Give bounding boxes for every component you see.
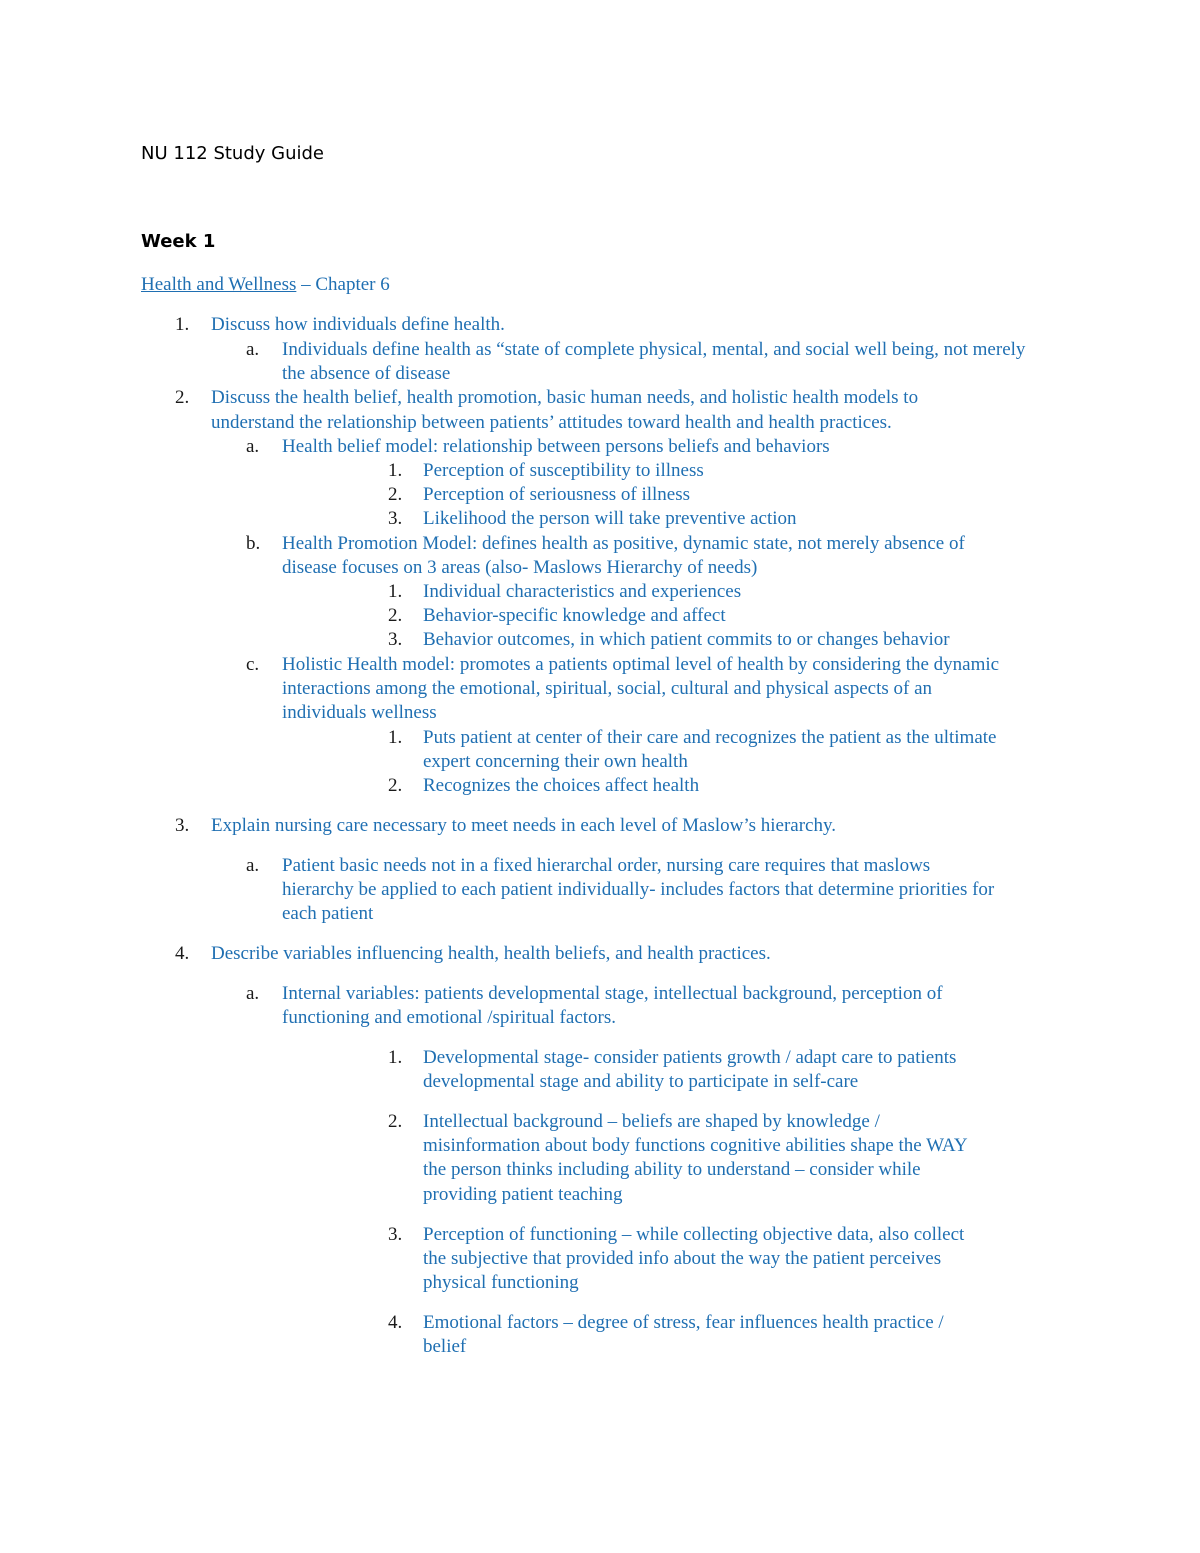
item-number: 3. (388, 629, 403, 650)
list-item: Individual characteristics and experiences (423, 581, 742, 602)
question-1: Discuss how individuals define health. (211, 314, 505, 335)
sub-marker: c. (246, 654, 260, 675)
list-item: belief (423, 1336, 467, 1357)
sub-marker: a. (246, 983, 260, 1004)
answer-line: Individuals define health as “state of complete physical, mental, and social well being, not merely (282, 339, 1026, 360)
sub-marker: a. (246, 339, 260, 360)
question-2-line: Discuss the health belief, health promotion, basic human needs, and holistic health models to (211, 387, 919, 408)
item-number: 1. (388, 460, 403, 481)
list-number: 4. (175, 943, 190, 964)
answer-line: functioning and emotional /spiritual factors. (282, 1007, 617, 1028)
question-2-line: understand the relationship between patients’ attitudes toward health and health practices. (211, 412, 892, 433)
list-item: Likelihood the person will take preventive action (423, 508, 797, 529)
answer-line: Health Promotion Model: defines health as positive, dynamic state, not merely absence of (282, 533, 965, 554)
section-heading (141, 274, 390, 296)
list-number: 3. (175, 815, 190, 836)
sub-marker: a. (246, 855, 260, 876)
list-item: the subjective that provided info about the way the patient perceives (423, 1248, 942, 1269)
list-number: 2. (175, 387, 190, 408)
week-heading: Week 1 (141, 231, 216, 252)
item-number: 2. (388, 605, 403, 626)
answer-line: the absence of disease (282, 363, 451, 384)
answer-line: Holistic Health model: promotes a patients optimal level of health by considering the dynamic (282, 654, 1000, 675)
answer-line: each patient (282, 903, 374, 924)
sub-marker: a. (246, 436, 260, 457)
question-4: Describe variables influencing health, health beliefs, and health practices. (211, 943, 771, 964)
item-number: 1. (388, 1047, 403, 1068)
document-title: NU 112 Study Guide (141, 143, 324, 164)
list-item: Puts patient at center of their care and recognizes the patient as the ultimate (423, 727, 997, 748)
list-item: Perception of susceptibility to illness (423, 460, 704, 481)
sub-marker: b. (246, 533, 261, 554)
answer-line: individuals wellness (282, 702, 437, 723)
list-item: developmental stage and ability to participate in self-care (423, 1071, 859, 1092)
list-number: 1. (175, 314, 190, 335)
list-item: physical functioning (423, 1272, 579, 1293)
list-item: Developmental stage- consider patients growth / adapt care to patients (423, 1047, 957, 1068)
section-suffix: – Chapter 6 (296, 274, 390, 295)
answer-line: Patient basic needs not in a fixed hierarchal order, nursing care requires that maslows (282, 855, 931, 876)
list-item: Behavior outcomes, in which patient commits to or changes behavior (423, 629, 950, 650)
answer-line: hierarchy be applied to each patient individually- includes factors that determine priorities for (282, 879, 995, 900)
answer-line: disease focuses on 3 areas (also- Maslows Hierarchy of needs) (282, 557, 758, 578)
item-number: 3. (388, 508, 403, 529)
item-number: 2. (388, 775, 403, 796)
answer-line: interactions among the emotional, spiritual, social, cultural and physical aspects of an (282, 678, 933, 699)
list-item: providing patient teaching (423, 1184, 623, 1205)
list-item: Behavior-specific knowledge and affect (423, 605, 726, 626)
section-link[interactable]: Health and Wellness (141, 274, 297, 295)
list-item: the person thinks including ability to understand – consider while (423, 1159, 921, 1180)
item-number: 2. (388, 1111, 403, 1132)
list-item: expert concerning their own health (423, 751, 688, 772)
question-3: Explain nursing care necessary to meet needs in each level of Maslow’s hierarchy. (211, 815, 837, 836)
item-number: 2. (388, 484, 403, 505)
list-item: Perception of seriousness of illness (423, 484, 691, 505)
item-number: 1. (388, 727, 403, 748)
list-item: Perception of functioning – while collecting objective data, also collect (423, 1224, 965, 1245)
answer-line: Health belief model: relationship between persons beliefs and behaviors (282, 436, 830, 457)
answer-line: Internal variables: patients developmental stage, intellectual background, perception of (282, 983, 943, 1004)
item-number: 3. (388, 1224, 403, 1245)
list-item: Emotional factors – degree of stress, fear influences health practice / (423, 1312, 944, 1333)
list-item: misinformation about body functions cognitive abilities shape the WAY (423, 1135, 968, 1156)
item-number: 4. (388, 1312, 403, 1333)
item-number: 1. (388, 581, 403, 602)
list-item: Intellectual background – beliefs are shaped by knowledge / (423, 1111, 880, 1132)
list-item: Recognizes the choices affect health (423, 775, 700, 796)
